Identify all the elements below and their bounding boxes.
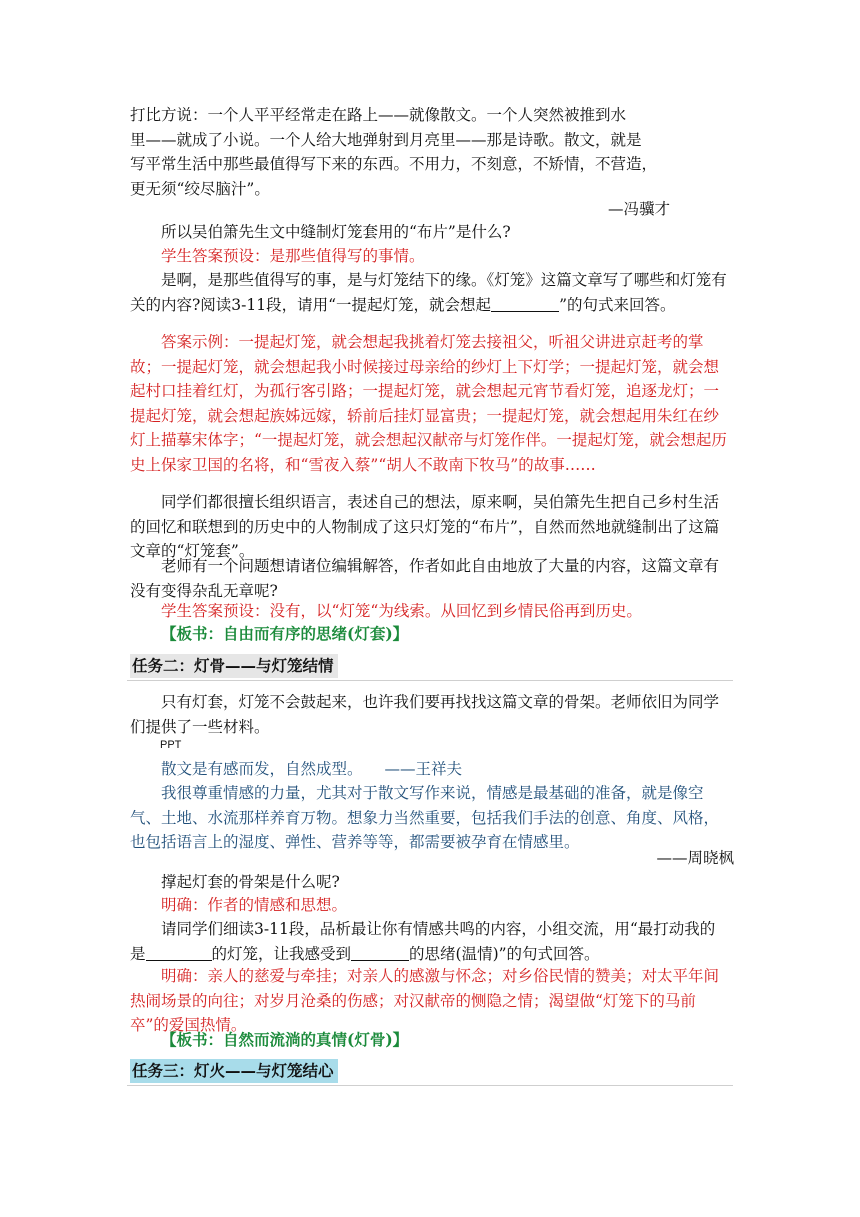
- prompt-text: 请同学们细读3-11段，品析最让你有情感共鸣的内容，小组交流，用“最打动我的是: [130, 920, 716, 963]
- board-note-1: 【板书：自由而有序的思绪(灯套)】: [161, 624, 409, 643]
- quote-line: 写平常生活中那些最值得写下来的东西。不用力，不刻意，不矫情，不营造，: [130, 155, 658, 173]
- prompt-paragraph-2: [130, 917, 730, 966]
- quote-author: —冯骥才: [607, 200, 670, 218]
- quote-zhouxiaofeng: 我很尊重情感的力量，尤其对于散文写作来说，情感是最基础的准备，就是像空气、土地、水流那样养育万物。想象力当然重要，包括我们手法的创意、角度、风格，也包括语言上的湿度、弹性、营养等等，都需要被孕育在情感里。: [130, 784, 720, 851]
- clarify-answer-2: 明确：亲人的慈爱与牵挂；对亲人的感激与怀念；对乡俗民情的赞美；对太平年间热闹场景的向往；对岁月沧桑的伤感；对汉献帝的恻隐之情；渴望做“灯笼下的马前卒”的爱国热情。: [130, 967, 720, 1034]
- task-two-title: 任务二：灯骨——与灯笼结情: [130, 654, 338, 678]
- heading-divider: [127, 680, 733, 681]
- prompt-text: 是啊，是那些值得写的事，是与灯笼结下的缘。《灯笼》这篇文章写了哪些和灯笼有关的内容?阅读3-11段，请用“一提起灯笼，就会想起: [130, 271, 727, 314]
- prompt-text-end: ”的句式来回答。: [559, 295, 676, 314]
- quote-fengjicai: [130, 103, 730, 201]
- answer-blank: [491, 295, 559, 312]
- task-three-heading: [0, 1056, 860, 1086]
- student-answer-2: 学生答案预设：没有，以“灯笼“为线索。从回忆到乡情民俗再到历史。: [161, 602, 642, 620]
- quote-line: 更无须“绞尽脑汁”。: [130, 179, 270, 198]
- prompt-paragraph-1: [130, 268, 730, 317]
- answer-example: 答案示例：一提起灯笼，就会想起我挑着灯笼去接祖父，听祖父讲进京赶考的掌故；一提起灯笼，就会想起我小时候接过母亲给的纱灯上下灯学；一提起灯笼，就会想起村口挂着红灯，为孤行客引路；一提起灯笼，就会想起元宵节看灯笼，追逐龙灯；一提起灯笼，就会想起族姊远嫁，轿前后挂灯显富贵；一提起灯笼，就会想起用朱红在纱灯上描摹宋体字；“一提起灯笼，就会想起汉献帝与灯笼作伴。一提起灯笼，就会想起历史上保家卫国的名将，和“雪夜入蔡”“胡人不敢南下牧马”的故事……: [130, 333, 727, 474]
- quote-line: 里——就成了小说。一个人给大地弹射到月亮里——那是诗歌。散文，就是: [130, 130, 642, 149]
- task-three-title: 任务三：灯火——与灯笼结心: [130, 1059, 338, 1083]
- question-buqian: 所以吴伯箫先生文中缝制灯笼套用的“布片”是什么?: [161, 223, 511, 241]
- paragraph-summary: 同学们都很擅长组织语言，表述自己的想法，原来啊，吴伯箫先生把自己乡村生活的回忆和联想到的历史中的人物制成了这只灯笼的“布片”，自然而然地就缝制出了这篇文章的“灯笼套”。: [130, 493, 720, 560]
- quote-text: 散文是有感而发，自然成型。: [161, 760, 363, 778]
- paragraph-question: 老师有一个问题想请诸位编辑解答，作者如此自由地放了大量的内容，这篇文章有没有变得杂乱无章呢?: [130, 557, 720, 600]
- quote-line: 打比方说：一个人平平经常走在路上——就像散文。一个人突然被推到水: [130, 106, 627, 124]
- student-answer-1: 学生答案预设：是那些值得写的事情。: [161, 247, 425, 265]
- answer-blank: [351, 944, 409, 961]
- quote-wangxiangfu: [130, 757, 730, 782]
- clarify-answer-1: 明确：作者的情感和思想。: [161, 896, 348, 914]
- quote-author: ——王祥夫: [384, 760, 463, 778]
- answer-blank: [146, 944, 212, 961]
- prompt-text-end: 的思绪(温情)”的句式回答。: [409, 944, 600, 963]
- ppt-label: PPT: [160, 739, 182, 751]
- task-two-heading: [0, 651, 860, 681]
- paragraph-framework: 只有灯套，灯笼不会鼓起来，也许我们要再找找这篇文章的骨架。老师依旧为同学们提供了一些材料。: [130, 693, 720, 736]
- heading-divider: [127, 1085, 733, 1086]
- board-note-2: 【板书：自然而流淌的真情(灯骨)】: [161, 1030, 409, 1049]
- quote-author-zhou: ——周晓枫: [656, 849, 734, 867]
- question-skeleton: 撑起灯套的骨架是什么呢?: [161, 873, 340, 891]
- prompt-text-middle: 的灯笼，让我感受到: [211, 944, 352, 963]
